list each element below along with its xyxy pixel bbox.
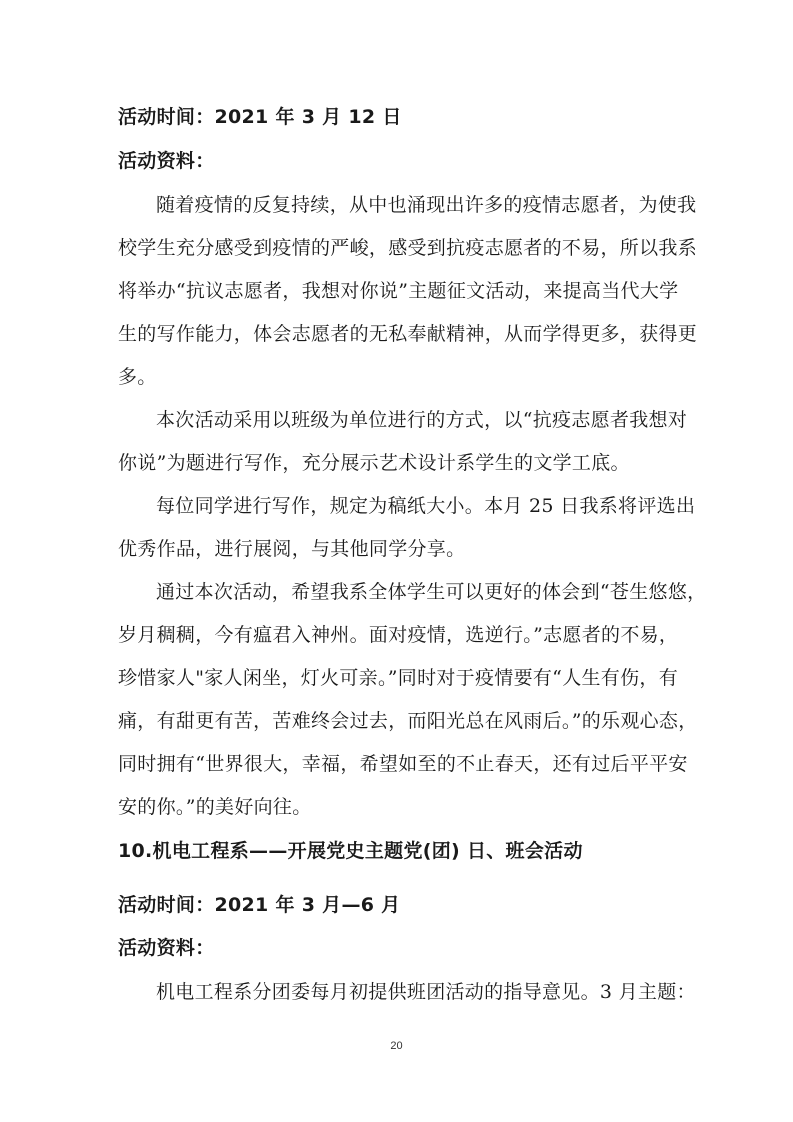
- paragraph-line: 珍惜家人"家人闲坐，灯火可亲。”同时对于疫情要有“人生有伤，有: [118, 667, 678, 689]
- paragraph-line: 同时拥有“世界很大，幸福，希望如至的不止春天，还有过后平平安: [118, 753, 688, 775]
- paragraph-line: 痛，有甜更有苦，苦难终会过去，而阳光总在风雨后。”的乐观心态，: [118, 710, 698, 732]
- paragraph-line: 通过本次活动，希望我系全体学生可以更好的体会到“苍生悠悠，: [156, 581, 707, 603]
- paragraph-line: 你说”为题进行写作，充分展示艺术设计系学生的文学工底。: [118, 452, 630, 474]
- paragraph-line: 随着疫情的反复持续，从中也涌现出许多的疫情志愿者，为使我: [156, 194, 697, 216]
- paragraph-line: 每位同学进行写作，规定为稿纸大小。本月 25 日我系将评选出: [156, 495, 696, 517]
- activity-time-2: 活动时间：2021 年 3 月—6 月: [118, 894, 401, 916]
- paragraph-line: 岁月稠稠，今有瘟君入神州。面对疫情，选逆行。”志愿者的不易，: [118, 624, 679, 646]
- paragraph-line: 机电工程系分团委每月初提供班团活动的指导意见。3 月主题：: [156, 981, 696, 1003]
- paragraph-line: 本次活动采用以班级为单位进行的方式，以“抗疫志愿者我想对: [156, 409, 688, 431]
- activity-time-1: 活动时间：2021 年 3 月 12 日: [118, 106, 402, 128]
- activity-material-label-2: 活动资料：: [118, 937, 215, 959]
- section-heading: 10.机电工程系——开展党史主题党(团) 日、班会活动: [118, 840, 583, 862]
- activity-material-label-1: 活动资料：: [118, 150, 215, 172]
- paragraph-line: 校学生充分感受到疫情的严峻，感受到抗疫志愿者的不易，所以我系: [118, 237, 698, 259]
- paragraph-line: 将举办“抗议志愿者，我想对你说”主题征文活动，来提高当代大学: [118, 280, 679, 302]
- paragraph-line: 生的写作能力，体会志愿者的无私奉献精神，从而学得更多，获得更: [118, 323, 698, 345]
- paragraph-line: 安的你。”的美好向往。: [118, 796, 312, 818]
- paragraph-line: 优秀作品，进行展阅，与其他同学分享。: [118, 538, 466, 560]
- page-number: 20: [390, 1040, 403, 1052]
- paragraph-line: 多。: [118, 366, 157, 388]
